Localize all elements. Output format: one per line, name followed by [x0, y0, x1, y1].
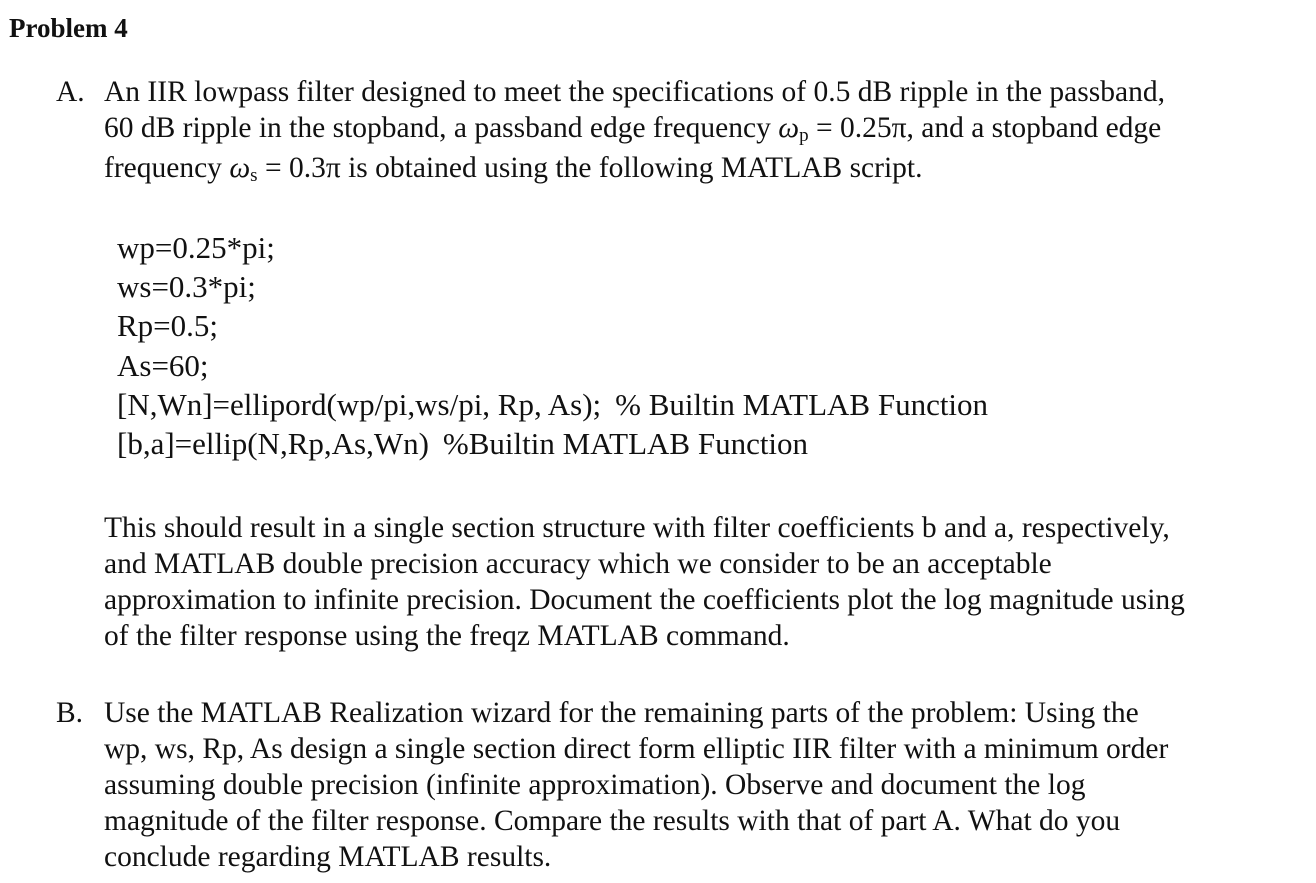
code-line-5-comment: % Builtin MATLAB Function	[615, 386, 989, 422]
part-a-line-1: An IIR lowpass filter designed to meet the specifications of 0.5 dB ripple in the passband,	[104, 76, 1165, 108]
part-b-line-2: wp, ws, Rp, As design a single section direct form elliptic IIR filter with a minimum order	[104, 733, 1169, 765]
omega-s-symbol: ω	[229, 152, 251, 184]
part-a-para2-line-2: and MATLAB double precision accuracy which we consider to be an acceptable	[104, 548, 1052, 580]
code-line-5	[117, 385, 988, 424]
code-line-6-code: [b,a]=ellip(N,Rp,As,Wn)	[117, 426, 429, 462]
part-a-line-3	[104, 150, 1304, 190]
part-a-line-2-post: = 0.25π, and a stopband edge	[808, 112, 1162, 144]
problem-title: Problem 4	[9, 13, 128, 43]
part-a-intro	[104, 74, 1304, 190]
part-b-line-4: magnitude of the filter response. Compare the results with that of part A. What do you	[104, 805, 1121, 837]
omega-s-subscript: s	[250, 165, 258, 186]
matlab-script	[117, 228, 988, 463]
omega-p-subscript: p	[799, 125, 809, 146]
part-b-marker: B.	[56, 697, 84, 729]
part-a-line-2-pre: 60 dB ripple in the stopband, a passband edge frequency	[104, 112, 779, 144]
omega-p-symbol: ω	[778, 112, 800, 144]
part-b-line-5: conclude regarding MATLAB results.	[104, 841, 552, 873]
code-line-5-code: [N,Wn]=ellipord(wp/pi,ws/pi, Rp, As);	[117, 386, 602, 422]
part-a-line-3-post: = 0.3π is obtained using the following MATLAB script.	[257, 152, 923, 184]
code-line-6	[117, 424, 988, 463]
code-line-2: ws=0.3*pi;	[117, 269, 256, 305]
code-line-6-comment: %Builtin MATLAB Function	[442, 426, 809, 462]
part-b-line-3: assuming double precision (infinite approximation). Observe and document the log	[104, 769, 1086, 801]
code-line-3: Rp=0.5;	[117, 308, 219, 344]
code-line-1: wp=0.25*pi;	[117, 230, 275, 265]
part-a-line-2	[104, 110, 1304, 150]
part-a-para2-line-1: This should result in a single section structure with filter coefficients b and a, respectively,	[104, 512, 1170, 544]
part-b-paragraph	[104, 695, 1304, 875]
part-a-para2-line-3: approximation to infinite precision. Document the coefficients plot the log magnitude using	[104, 584, 1185, 616]
code-line-4: As=60;	[117, 347, 209, 383]
part-a-para2-line-4: of the filter response using the freqz MATLAB command.	[104, 620, 790, 652]
part-b-line-1: Use the MATLAB Realization wizard for the remaining parts of the problem: Using the	[104, 697, 1139, 729]
part-a-marker: A.	[56, 76, 85, 108]
part-a-line-3-pre: frequency	[104, 152, 230, 184]
part-a-paragraph-2	[104, 510, 1304, 654]
